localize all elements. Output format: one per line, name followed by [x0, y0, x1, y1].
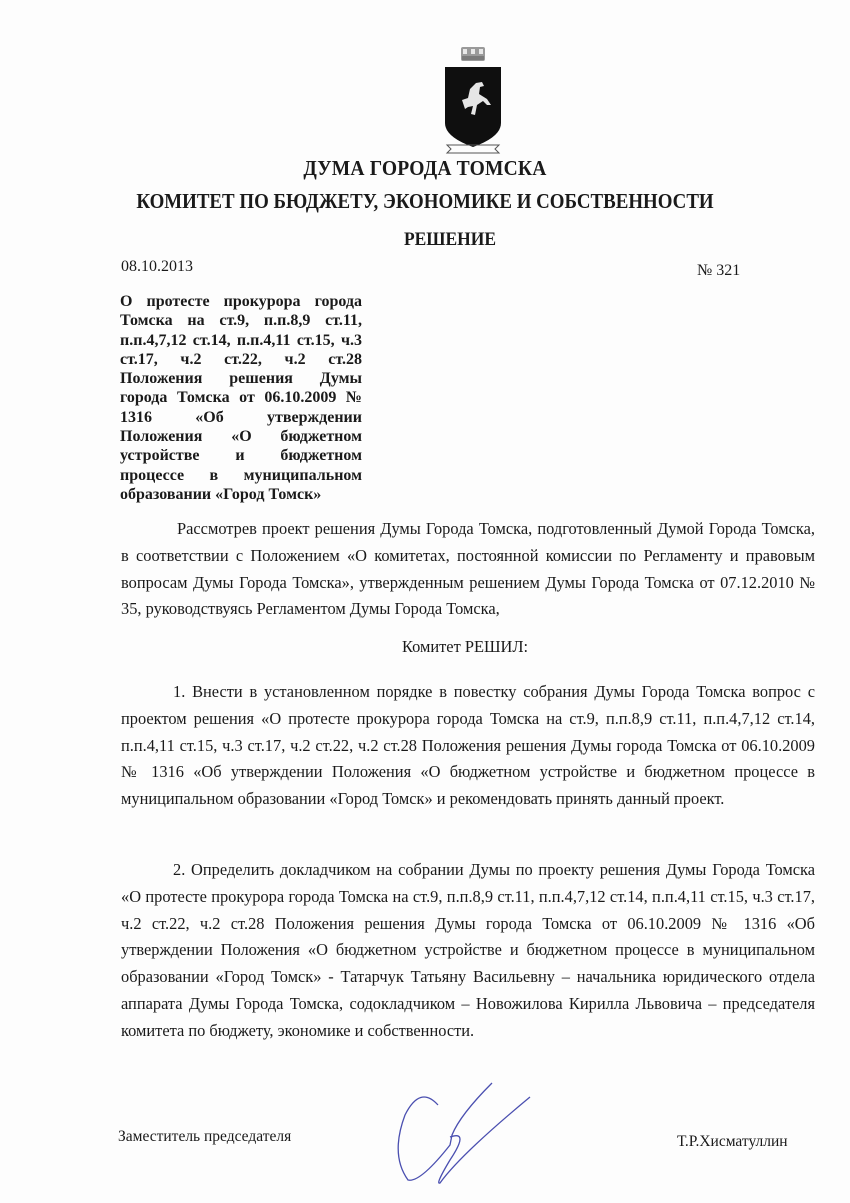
- signatory-title: Заместитель председателя: [118, 1128, 292, 1145]
- document-number: № 321: [697, 262, 741, 279]
- resolution-item-1: 1. Внести в установленном порядке в повестку собрания Думы Города Томска вопрос с проектом решения «О протесте прокурора города Томска на ст.9, п.п.8,9 ст.11, п.п.4,7,12 ст.14, п.п.4,11 ст.15, ч.3 ст.17, ч.2 ст.22, ч.2 ст.28 Положения решения Думы города Томска от 06.10.2009 № 1316 «Об утверждении Положения «О бюджетном устройстве и бюджетном процессе в муниципальном образовании «Город Томск» и рекомендовать принять данный проект.: [121, 682, 815, 809]
- org-title: ДУМА ГОРОДА ТОМСКА: [303, 156, 547, 180]
- document-date: 08.10.2013: [121, 258, 193, 275]
- committee-title: КОМИТЕТ ПО БЮДЖЕТУ, ЭКОНОМИКЕ И СОБСТВЕННОСТИ: [136, 189, 714, 213]
- document-subject: О протесте прокурора города Томска на ст.9, п.п.8,9 ст.11, п.п.4,7,12 ст.14, п.п.4,11 ст.15, ч.3 ст.17, ч.2 ст.22, ч.2 ст.28 Положения решения Думы города Томска от 06.10.2009 № 1316 «Об утверждении Положения «О бюджетном устройстве и бюджетном процессе в муниципальном образовании «Город Томск»: [120, 293, 362, 503]
- handwritten-signature: [380, 1075, 560, 1190]
- signatory-name: Т.Р.Хисматуллин: [677, 1133, 788, 1150]
- crown-icon: [461, 47, 485, 61]
- preamble-paragraph: Рассмотрев проект решения Думы Города Томска, подготовленный Думой Города Томска, в соответствии с Положением «О комитетах, постоянной комиссии по Регламенту и правовым вопросам Думы Города Томска», утвержденным решением Думы Города Томска от 07.12.2010 № 35, руководствуясь Регламентом Думы Города Томска,: [121, 519, 815, 619]
- doc-type-title: РЕШЕНИЕ: [403, 229, 497, 250]
- resolved-heading: Комитет РЕШИЛ:: [401, 637, 528, 656]
- coat-of-arms-icon: [443, 45, 503, 155]
- resolution-item-2: 2. Определить докладчиком на собрании Думы по проекту решения Думы Города Томска «О протесте прокурора города Томска на ст.9, п.п.8,9 ст.11, п.п.4,7,12 ст.14, п.п.4,11 ст.15, ч.3 ст.17, ч.2 ст.22, ч.2 ст.28 Положения решения Думы города Томска от 06.10.2009 № 1316 «Об утверждении Положения «О бюджетном устройстве и бюджетном процессе в муниципальном образовании «Город Томск» - Татарчук Татьяну Васильевну – начальника юридического отдела аппарата Думы Города Томска, содокладчиком – Новожилова Кирилла Львовича – председателя комитета по бюджету, экономике и собственности.: [121, 860, 815, 1040]
